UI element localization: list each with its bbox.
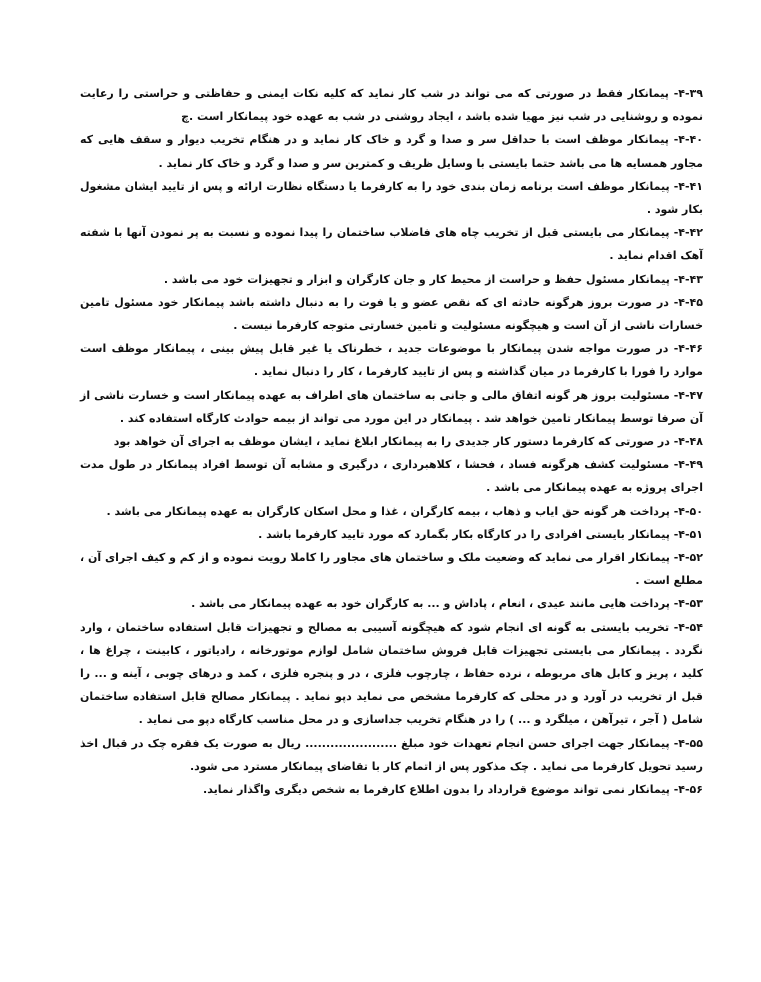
contract-clauses [80, 82, 703, 801]
clause-4-50: ۴-۵۰- پرداخت هر گونه حق ایاب و ذهاب ، بیمه کارگران ، غذا و محل اسکان کارگران به عهده پیمانکار می باشد . [106, 504, 703, 518]
clause-4-54: ۴-۵۴- تخریب بایستی به گونه ای انجام شود که هیچگونه آسیبی به مصالح و تجهیزات قابل استفاده ساختمان ، وارد نگردد . پیمانکار می بایستی تجهیزات قابل فروش ساختمان شامل لوازم موتورخانه ، رادیاتور ، کابینت ، چراغ ها ، کلید ، پریز و کابل های مربوطه ، نرده حفاظ ، چارچوب فلزی ، در و پنجره فلزی ، کمد و درهای چوبی ، آینه و ... را قبل از تخریب در آورد و در محلی که کارفرما مشخص می نماید دپو نماید . پیمانکار مصالح قابل استفاده ساختمان شامل ( آجر ، تیرآهن ، میلگرد و ... ) را در هنگام تخریب جداسازی و در محل مناسب کارگاه دپو می نماید . [80, 620, 703, 727]
clause-4-46: ۴-۴۶- در صورت مواجه شدن پیمانکار با موضوعات جدید ، خطرناک یا غیر قابل پیش بینی ، پیمانکار موظف است موارد را فورا با کارفرما در میان گذاشته و پس از تایید کارفرما ، کار را دنبال نماید . [80, 342, 703, 379]
clause-4-43: ۴-۴۳- پیمانکار مسئول حفظ و حراست از محیط کار و جان کارگران و ابزار و تجهیزات خود می باشد . [163, 272, 703, 286]
clause-4-52: ۴-۵۲- پیمانکار اقرار می نماید که وضعیت ملک و ساختمان های مجاور را کاملا رویت نموده و از کم و کیف اجرای آن ، مطلع است . [80, 551, 703, 588]
clause-4-49: ۴-۴۹- مسئولیت کشف هرگونه فساد ، فحشا ، کلاهبرداری ، درگیری و مشابه آن توسط افراد پیمانکار در طول مدت اجرای پروژه به عهده پیمانکار می باشد . [80, 458, 703, 495]
clause-4-51: ۴-۵۱- پیمانکار بایستی افرادی را در کارگاه بکار بگمارد که مورد تایید کارفرما باشد . [258, 527, 703, 541]
clause-4-40: ۴-۴۰- پیمانکار موظف است با حداقل سر و صدا و گرد و خاک کار نماید و در هنگام تخریب دیوار و سقف هایی که مجاور همسایه ها می باشد حتما بایستی با وسایل ظریف و کمترین سر و صدا و گرد و خاک کار نماید . [80, 133, 703, 170]
clause-4-39: ۴-۳۹- پیمانکار فقط در صورتی که می تواند در شب کار نماید که کلیه نکات ایمنی و حفاظتی و حراستی را رعایت نموده و روشنایی در شب نیز مهیا شده باشد ، ایجاد روشنی در شب به عهده خود پیمانکار است .چ [80, 87, 703, 124]
clause-4-47: ۴-۴۷- مسئولیت بروز هر گونه اتفاق مالی و جانی به ساختمان های اطراف به عهده پیمانکار است و خسارت ناشی از آن صرفا توسط پیمانکار تامین خواهد شد . پیمانکار در این مورد می تواند از بیمه حوادث کارگاه استفاده کند . [80, 388, 703, 425]
clause-4-42: ۴-۴۲- پیمانکار می بایستی قبل از تخریب چاه های فاضلاب ساختمان را پیدا نموده و نسبت به پر نمودن آنها با شفته آهک اقدام نماید . [80, 226, 703, 263]
clause-4-41: ۴-۴۱- پیمانکار موظف است برنامه زمان بندی خود را به کارفرما یا دستگاه نظارت ارائه و پس از تایید ایشان مشغول بکار شود . [80, 179, 703, 217]
clause-4-45: ۴-۴۵- در صورت بروز هرگونه حادثه ای که نقص عضو و یا فوت را به دنبال داشته باشد پیمانکار خود مسئول تامین خسارات ناشی از آن است و هیچگونه مسئولیت و تامین خسارتی متوجه کارفرما نیست . [80, 295, 703, 333]
clause-4-48: ۴-۴۸- در صورتی که کارفرما دستور کار جدیدی را به پیمانکار ابلاغ نماید ، ایشان موظف به اجرای آن خواهد بود [113, 435, 703, 449]
clause-4-56: ۴-۵۶- پیمانکار نمی تواند موضوع قرارداد را بدون اطلاع کارفرما به شخص دیگری واگذار نماید. [203, 783, 703, 797]
clause-4-53: ۴-۵۳- پرداخت هایی مانند عیدی ، انعام ، پاداش و ... به کارگران خود به عهده پیمانکار می باشد . [191, 597, 703, 611]
clause-4-55: ۴-۵۵- پیمانکار جهت اجرای حسن انجام تعهدات خود مبلغ ...................... ریال به صورت یک فقره چک در قبال اخذ رسید تحویل کارفرما می نماید . چک مذکور پس از اتمام کار با تقاضای پیمانکار مسترد می شود. [80, 736, 703, 773]
